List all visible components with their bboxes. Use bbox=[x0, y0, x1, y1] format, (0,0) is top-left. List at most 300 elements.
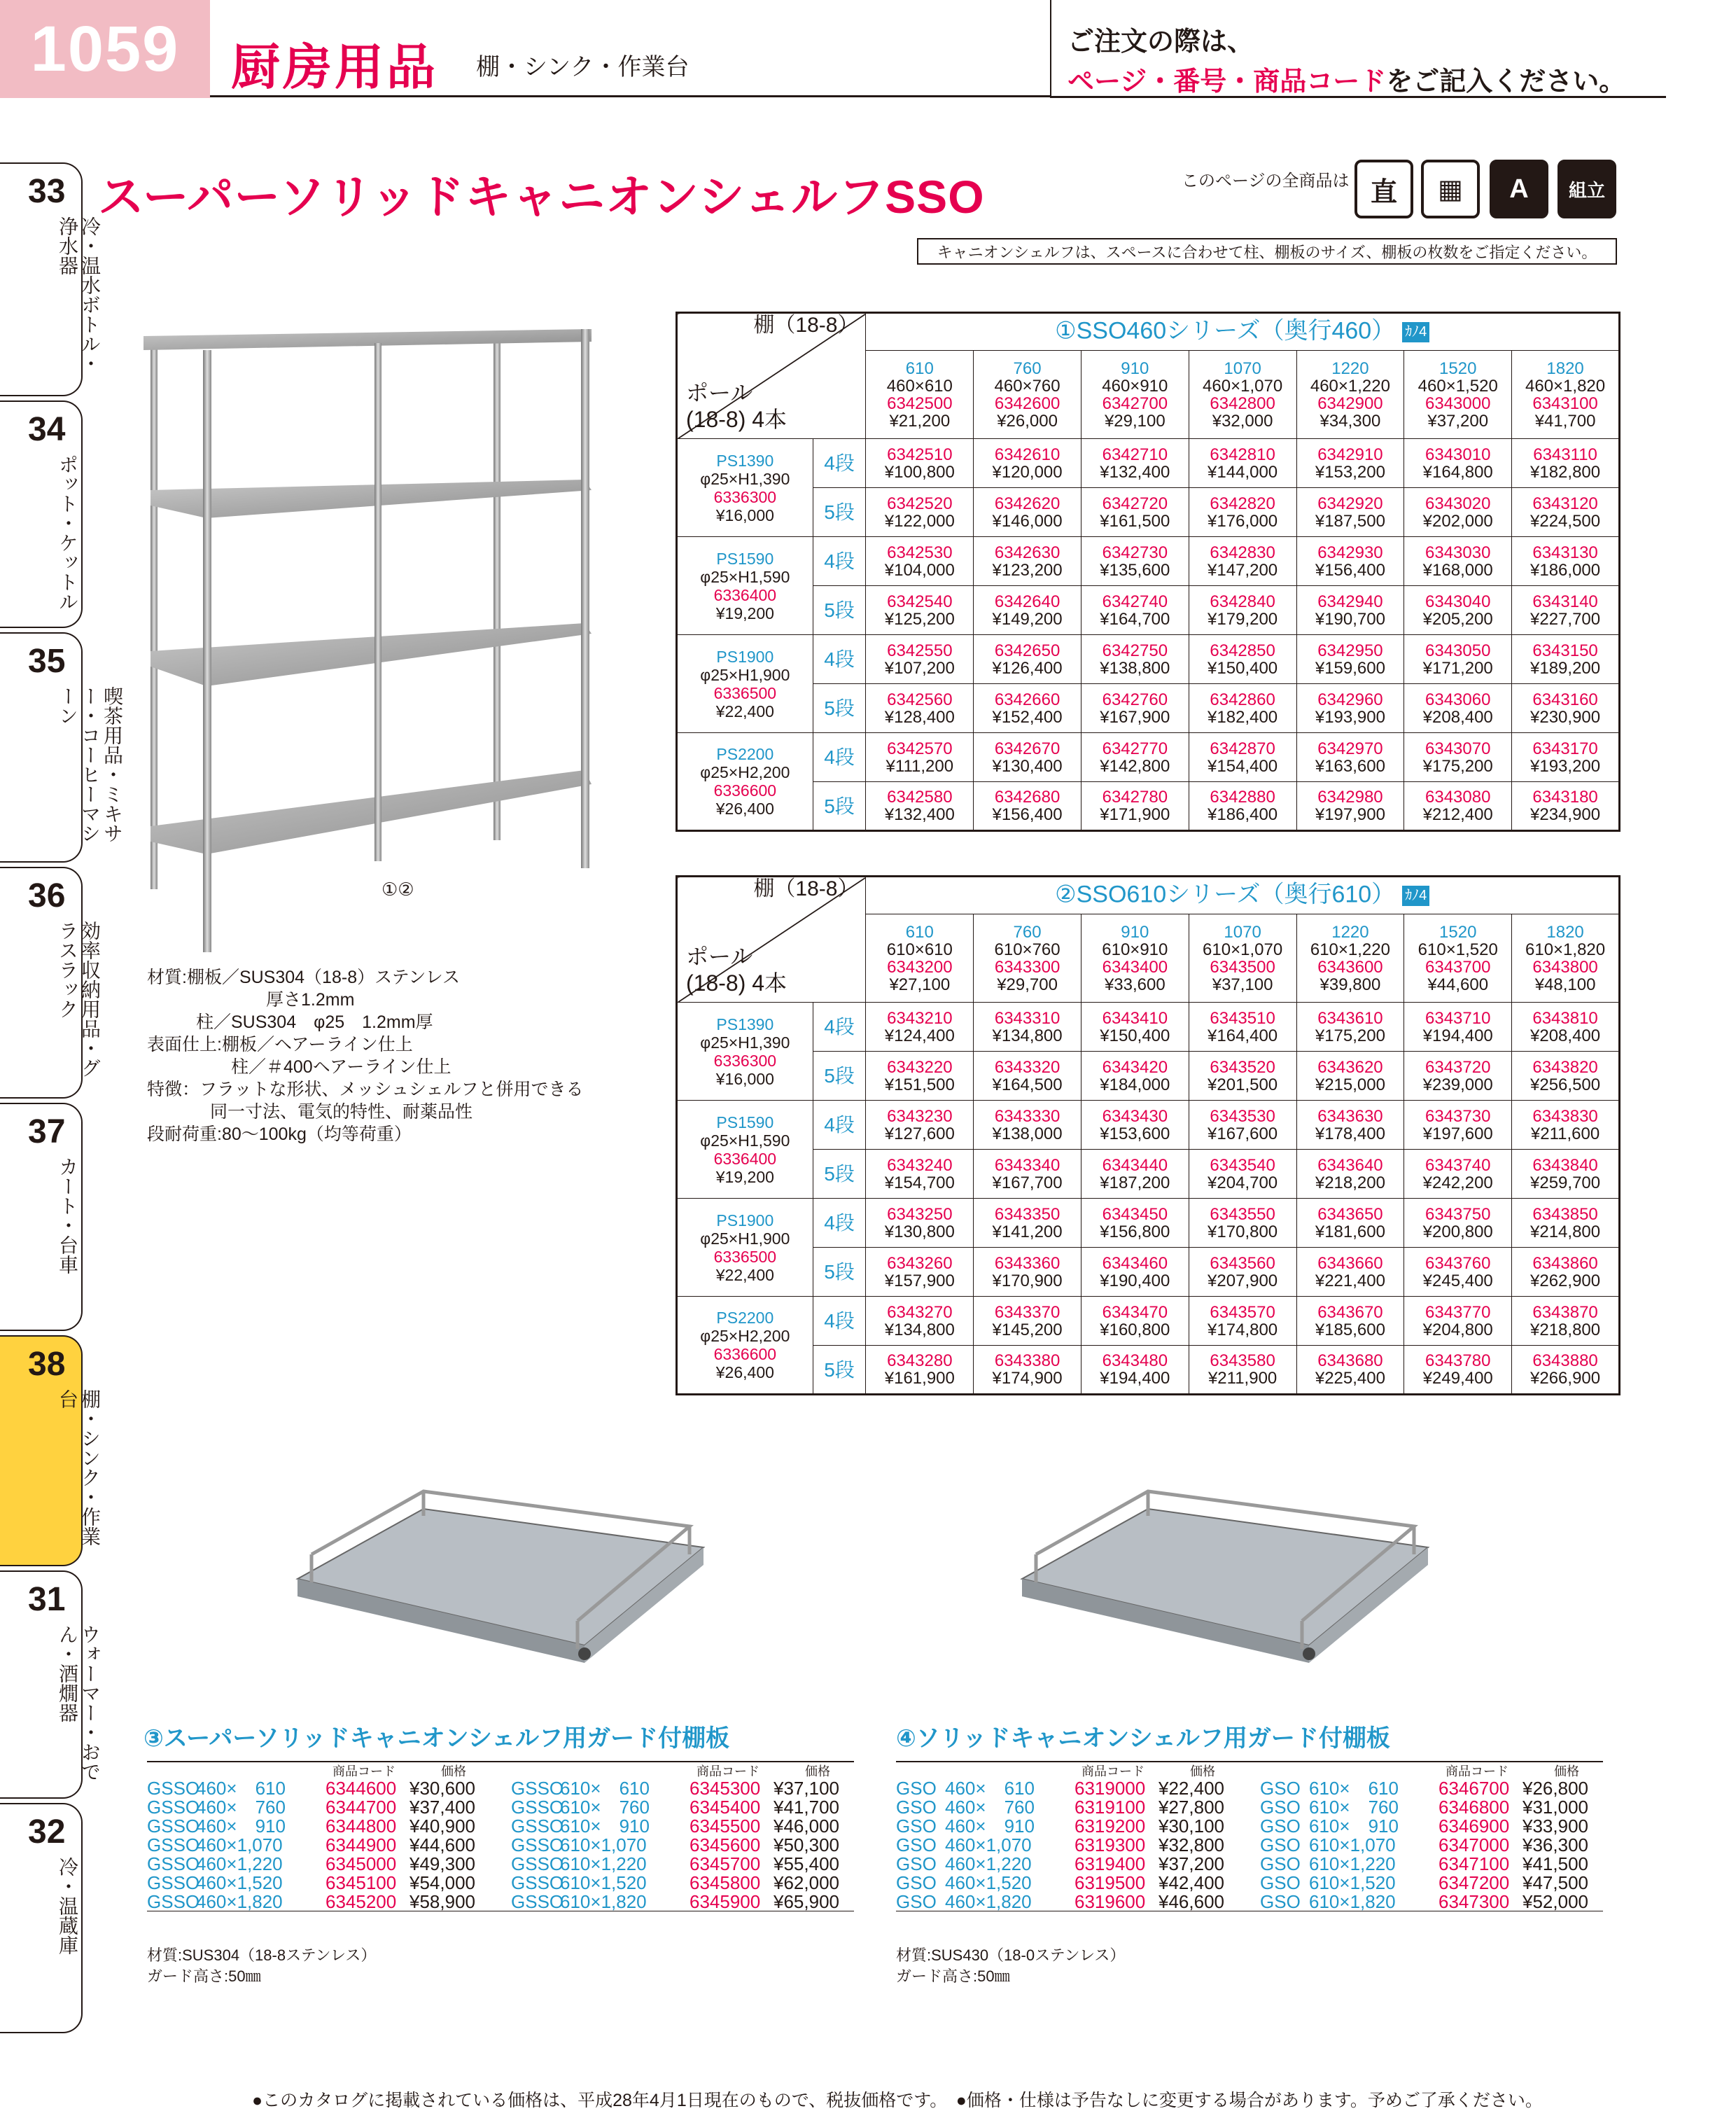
order-notice-highlight: ページ・番号・商品コード bbox=[1068, 67, 1387, 97]
series-title-cell bbox=[866, 877, 1620, 914]
side-tab-label: 棚・シンク・作業台 bbox=[57, 1389, 101, 1546]
shelf-width: 1070 bbox=[1224, 922, 1261, 942]
set-price: ¥266,900 bbox=[1530, 1369, 1601, 1388]
set-item-code: 6343370 bbox=[994, 1302, 1060, 1322]
pole-cell bbox=[677, 1101, 813, 1199]
set-price: ¥245,400 bbox=[1422, 1271, 1493, 1290]
set-price-cell bbox=[1404, 1248, 1512, 1297]
shelf-price: ¥37,200 bbox=[1427, 411, 1489, 431]
model-size: 610×1,070 bbox=[560, 1834, 647, 1855]
set-item-code: 6343520 bbox=[1210, 1057, 1275, 1077]
set-price: ¥150,400 bbox=[1208, 658, 1278, 678]
set-item-code: 6343350 bbox=[994, 1204, 1060, 1224]
set-item-code: 6342820 bbox=[1210, 494, 1275, 513]
code-label: 商品コード bbox=[696, 1764, 760, 1778]
shelf-item-code: 6343700 bbox=[1425, 957, 1491, 977]
set-price-cell bbox=[1296, 537, 1404, 586]
item-code: 6346800 bbox=[1438, 1797, 1510, 1818]
pole-price: ¥26,400 bbox=[715, 800, 774, 818]
side-tab-33[interactable] bbox=[0, 162, 101, 396]
side-tab-32[interactable] bbox=[0, 1803, 83, 2033]
item-price: ¥40,900 bbox=[410, 1816, 475, 1837]
set-item-code: 6343080 bbox=[1425, 788, 1491, 807]
set-price-cell bbox=[1081, 684, 1189, 733]
model-size: 460×1,820 bbox=[196, 1891, 283, 1912]
set-price-cell bbox=[866, 1199, 974, 1248]
set-price-cell bbox=[974, 1052, 1082, 1101]
set-item-code: 6343050 bbox=[1425, 641, 1491, 660]
gso-guard-height: ガード高さ:50㎜ bbox=[896, 1967, 1010, 1985]
model-size: 610× 760 bbox=[1309, 1797, 1399, 1818]
set-price-cell bbox=[1296, 1003, 1404, 1052]
footer-note: ●このカタログに掲載されている価格は、平成28年4月1日現在のもので、税抜価格です。 ●価格・仕様は予告なしに変更する場合があります。予めご了承ください。 bbox=[252, 2091, 1543, 2110]
set-price-cell bbox=[1404, 1052, 1512, 1101]
set-price-cell bbox=[1189, 1101, 1296, 1150]
set-price: ¥230,900 bbox=[1530, 707, 1601, 727]
shelf-price: ¥29,700 bbox=[997, 975, 1058, 994]
model-size: 460×1,520 bbox=[196, 1872, 283, 1893]
step-count: 5段 bbox=[813, 586, 866, 635]
item-code: 6319300 bbox=[1074, 1834, 1146, 1855]
model-series: GSSO bbox=[511, 1872, 564, 1893]
set-price-cell bbox=[1189, 782, 1296, 831]
spec-line: 材質:棚板／SUS304（18-8）ステンレス bbox=[147, 968, 460, 987]
set-item-code: 6342610 bbox=[994, 445, 1060, 464]
shelf-size-cell bbox=[1081, 351, 1189, 439]
set-price: ¥214,800 bbox=[1530, 1222, 1601, 1241]
set-price-cell bbox=[1404, 782, 1512, 831]
side-tab-38[interactable] bbox=[0, 1335, 101, 1566]
pole-cell bbox=[677, 635, 813, 733]
set-price-cell bbox=[1404, 1003, 1512, 1052]
set-price: ¥187,200 bbox=[1100, 1173, 1170, 1192]
set-price: ¥170,800 bbox=[1208, 1222, 1278, 1241]
set-price-cell bbox=[1189, 1346, 1296, 1395]
set-price-cell bbox=[866, 684, 974, 733]
set-price: ¥197,900 bbox=[1315, 805, 1385, 824]
table-corner-header bbox=[677, 877, 866, 1003]
item-code: 6345300 bbox=[690, 1778, 761, 1799]
shelf-width: 1070 bbox=[1224, 358, 1261, 378]
table-row bbox=[677, 684, 1620, 733]
price-label: 価格 bbox=[1190, 1764, 1215, 1778]
set-price: ¥164,700 bbox=[1100, 609, 1170, 629]
set-item-code: 6342680 bbox=[994, 788, 1060, 807]
set-price: ¥175,200 bbox=[1315, 1026, 1385, 1045]
set-price: ¥221,400 bbox=[1315, 1271, 1385, 1290]
item-price: ¥62,000 bbox=[774, 1872, 839, 1893]
pole-label-line1: ポール bbox=[686, 380, 753, 405]
list-header bbox=[896, 1761, 1603, 1779]
step-count: 4段 bbox=[813, 733, 866, 782]
set-price-cell bbox=[1404, 488, 1512, 537]
set-price: ¥138,000 bbox=[992, 1124, 1063, 1143]
set-item-code: 6343160 bbox=[1532, 690, 1598, 709]
model-series: GSO bbox=[896, 1891, 937, 1912]
item-code: 6319500 bbox=[1074, 1872, 1146, 1893]
set-price: ¥168,000 bbox=[1422, 560, 1493, 580]
set-price: ¥190,400 bbox=[1100, 1271, 1170, 1290]
set-price: ¥218,800 bbox=[1530, 1320, 1601, 1339]
set-price-cell bbox=[1296, 1052, 1404, 1101]
shelf-item-code: 6343100 bbox=[1532, 393, 1598, 413]
item-code: 6346900 bbox=[1438, 1816, 1510, 1837]
set-price: ¥171,900 bbox=[1100, 805, 1170, 824]
set-price: ¥100,800 bbox=[884, 462, 955, 482]
shelf-width: 1820 bbox=[1546, 922, 1584, 942]
shelf-dimensions: 610×1,070 bbox=[1203, 940, 1283, 959]
set-price-cell bbox=[974, 439, 1082, 488]
series-title: ②SSO610シリーズ（奥行610） bbox=[1055, 880, 1396, 907]
model-series: GSSO bbox=[147, 1778, 200, 1799]
set-price-cell bbox=[866, 537, 974, 586]
set-price-cell bbox=[974, 488, 1082, 537]
set-price: ¥204,800 bbox=[1422, 1320, 1493, 1339]
set-item-code: 6343610 bbox=[1317, 1008, 1383, 1028]
set-item-code: 6343830 bbox=[1532, 1106, 1598, 1126]
model-size: 460×1,820 bbox=[945, 1891, 1032, 1912]
table-row bbox=[677, 1003, 1620, 1052]
gsso-material-text: 材質:SUS304（18-8ステンレス） bbox=[147, 1946, 377, 1964]
model-series: GSO bbox=[1260, 1891, 1301, 1912]
set-price-cell bbox=[1404, 586, 1512, 635]
item-price: ¥41,500 bbox=[1522, 1853, 1588, 1874]
side-tab-number: 34 bbox=[28, 411, 66, 448]
table-corner-header bbox=[677, 313, 866, 439]
table-row bbox=[677, 1150, 1620, 1199]
set-item-code: 6343460 bbox=[1102, 1253, 1168, 1273]
set-item-code: 6343420 bbox=[1102, 1057, 1168, 1077]
set-price: ¥156,400 bbox=[1315, 560, 1385, 580]
side-tab-36[interactable] bbox=[0, 867, 101, 1099]
set-price: ¥211,900 bbox=[1208, 1369, 1278, 1388]
set-price: ¥144,000 bbox=[1208, 462, 1278, 482]
model-size: 460× 910 bbox=[945, 1816, 1035, 1837]
pole-cell bbox=[677, 733, 813, 831]
set-price: ¥164,800 bbox=[1422, 462, 1493, 482]
model-series: GSO bbox=[1260, 1797, 1301, 1818]
set-price-cell bbox=[1512, 1346, 1620, 1395]
set-item-code: 6342620 bbox=[994, 494, 1060, 513]
model-size: 460×1,070 bbox=[196, 1834, 283, 1855]
model-size: 610×1,520 bbox=[1309, 1872, 1396, 1893]
set-item-code: 6343180 bbox=[1532, 788, 1598, 807]
list-item bbox=[896, 1836, 1603, 1855]
set-item-code: 6343320 bbox=[994, 1057, 1060, 1077]
shelf-price: ¥27,100 bbox=[889, 975, 951, 994]
shelf-width: 760 bbox=[1013, 358, 1042, 378]
item-price: ¥31,000 bbox=[1522, 1797, 1588, 1818]
item-code: 6345200 bbox=[326, 1891, 397, 1912]
model-series: GSO bbox=[1260, 1816, 1301, 1837]
set-item-code: 6343110 bbox=[1533, 445, 1597, 464]
set-price: ¥193,200 bbox=[1530, 756, 1601, 776]
delivery-truck-icon: A bbox=[1490, 160, 1548, 218]
set-price: ¥134,800 bbox=[884, 1320, 955, 1339]
pole-label-line2: (18-8) 4本 bbox=[686, 407, 788, 432]
set-price: ¥186,400 bbox=[1208, 805, 1278, 824]
photo-caption: ①② bbox=[382, 879, 414, 900]
page-title: スーパーソリッドキャニオンシェルフSSO bbox=[98, 171, 985, 223]
table-row bbox=[677, 1101, 1620, 1150]
set-item-code: 6343540 bbox=[1210, 1155, 1275, 1175]
set-item-code: 6342670 bbox=[994, 739, 1060, 758]
set-price: ¥123,200 bbox=[992, 560, 1063, 580]
set-price-cell bbox=[1512, 1248, 1620, 1297]
set-price: ¥262,900 bbox=[1530, 1271, 1601, 1290]
shelf-size-cell bbox=[1296, 351, 1404, 439]
spec-line: 厚さ1.2mm bbox=[266, 990, 355, 1010]
order-notice-line1: ご注文の際は、 bbox=[1068, 27, 1254, 57]
set-price: ¥111,200 bbox=[886, 756, 954, 776]
pole-code: PS1590 bbox=[716, 549, 774, 568]
set-item-code: 6343620 bbox=[1317, 1057, 1383, 1077]
side-tab-35[interactable] bbox=[0, 632, 123, 863]
shelf-price: ¥29,100 bbox=[1104, 411, 1166, 431]
set-item-code: 6343260 bbox=[887, 1253, 953, 1273]
shelf-width: 1520 bbox=[1439, 922, 1477, 942]
model-size: 460× 760 bbox=[196, 1797, 286, 1818]
shelf-width: 610 bbox=[905, 358, 934, 378]
model-size: 610× 910 bbox=[1309, 1816, 1399, 1837]
item-code: 6345600 bbox=[690, 1834, 761, 1855]
set-item-code: 6343820 bbox=[1532, 1057, 1598, 1077]
set-price-cell bbox=[1081, 439, 1189, 488]
side-tab-label: 冷・温蔵庫 bbox=[57, 1857, 78, 1955]
shelf-price: ¥41,700 bbox=[1534, 411, 1596, 431]
set-price: ¥187,500 bbox=[1315, 511, 1385, 531]
set-price-cell bbox=[1512, 1297, 1620, 1346]
shelf-dimensions: 610×910 bbox=[1102, 940, 1168, 959]
table-row bbox=[677, 782, 1620, 831]
pole-code: PS1900 bbox=[716, 1211, 774, 1229]
set-price: ¥122,000 bbox=[884, 511, 955, 531]
pole-code: PS1390 bbox=[716, 1015, 774, 1033]
set-item-code: 6343360 bbox=[994, 1253, 1060, 1273]
pole-code: PS1900 bbox=[716, 647, 774, 666]
set-price: ¥175,200 bbox=[1422, 756, 1493, 776]
set-item-code: 6343040 bbox=[1425, 592, 1491, 611]
spec-line: 特徴：フラットな形状、メッシュシェルフと併用できる bbox=[147, 1080, 584, 1099]
pole-price: ¥22,400 bbox=[715, 702, 774, 720]
set-price-cell bbox=[1189, 586, 1296, 635]
side-tab-number: 32 bbox=[28, 1813, 66, 1851]
set-price: ¥126,400 bbox=[992, 658, 1063, 678]
step-count: 5段 bbox=[813, 782, 866, 831]
shelf-size-cell bbox=[1404, 914, 1512, 1003]
step-count: 4段 bbox=[813, 537, 866, 586]
page-number: 1059 bbox=[0, 0, 210, 98]
model-size: 610×1,070 bbox=[1309, 1834, 1396, 1855]
shelf-price: ¥33,600 bbox=[1104, 975, 1166, 994]
set-item-code: 6343650 bbox=[1317, 1204, 1383, 1224]
set-item-code: 6342810 bbox=[1210, 445, 1275, 464]
model-series: GSSO bbox=[147, 1834, 200, 1855]
set-price-cell bbox=[1081, 1101, 1189, 1150]
pole-item-code: 6336500 bbox=[713, 1247, 777, 1266]
pole-label bbox=[686, 943, 787, 996]
set-price-cell bbox=[1512, 537, 1620, 586]
side-tab-37[interactable] bbox=[0, 1103, 83, 1331]
shelf-dimensions: 610×610 bbox=[886, 940, 953, 959]
set-price: ¥161,500 bbox=[1100, 511, 1170, 531]
set-price: ¥185,600 bbox=[1315, 1320, 1385, 1339]
set-item-code: 6342560 bbox=[887, 690, 953, 709]
set-price: ¥242,200 bbox=[1422, 1173, 1493, 1192]
set-price-cell bbox=[1512, 1101, 1620, 1150]
set-price-cell bbox=[1404, 1101, 1512, 1150]
set-item-code: 6343330 bbox=[994, 1106, 1060, 1126]
set-price: ¥127,600 bbox=[884, 1124, 955, 1143]
set-price-cell bbox=[1404, 1346, 1512, 1395]
side-tab-31[interactable] bbox=[0, 1570, 101, 1799]
list-item bbox=[896, 1798, 1603, 1817]
pole-label-line2: (18-8) 4本 bbox=[686, 970, 788, 996]
set-price-cell bbox=[1296, 586, 1404, 635]
set-price-cell bbox=[1189, 1248, 1296, 1297]
gsso-price-list bbox=[147, 1761, 854, 1911]
set-price-cell bbox=[1081, 733, 1189, 782]
item-price: ¥26,800 bbox=[1522, 1778, 1588, 1799]
set-item-code: 6342710 bbox=[1102, 445, 1168, 464]
set-price-cell bbox=[1189, 635, 1296, 684]
price-label: 価格 bbox=[441, 1764, 466, 1778]
set-price: ¥153,600 bbox=[1100, 1124, 1170, 1143]
list-item bbox=[896, 1874, 1603, 1893]
set-price-cell bbox=[1404, 1297, 1512, 1346]
set-price-cell bbox=[1404, 1150, 1512, 1199]
set-price-cell bbox=[866, 1150, 974, 1199]
pole-item-code: 6336400 bbox=[713, 1149, 777, 1168]
model-size: 610× 610 bbox=[560, 1778, 650, 1799]
set-item-code: 6342780 bbox=[1102, 788, 1168, 807]
set-price-cell bbox=[1512, 439, 1620, 488]
set-price-cell bbox=[866, 439, 974, 488]
list-item bbox=[147, 1874, 854, 1893]
pole-cell bbox=[677, 439, 813, 537]
set-item-code: 6343130 bbox=[1532, 543, 1598, 562]
pole-price: ¥16,000 bbox=[715, 506, 774, 524]
side-tab-label: カート・台車 bbox=[57, 1157, 78, 1274]
series-title: ①SSO460シリーズ（奥行460） bbox=[1055, 316, 1396, 344]
shelf-price: ¥48,100 bbox=[1534, 975, 1596, 994]
set-price: ¥178,400 bbox=[1315, 1124, 1385, 1143]
set-price: ¥152,400 bbox=[992, 707, 1063, 727]
set-price: ¥161,900 bbox=[884, 1369, 955, 1388]
set-price: ¥211,600 bbox=[1530, 1124, 1600, 1143]
set-price: ¥146,000 bbox=[992, 511, 1063, 531]
set-item-code: 6342660 bbox=[994, 690, 1060, 709]
set-price-cell bbox=[1512, 1003, 1620, 1052]
shelf-dimensions: 460×610 bbox=[886, 376, 953, 396]
model-series: GSSO bbox=[147, 1797, 200, 1818]
set-item-code: 6343430 bbox=[1102, 1106, 1168, 1126]
side-tab-number: 37 bbox=[28, 1113, 66, 1150]
shelf-price: ¥26,000 bbox=[997, 411, 1058, 431]
item-price: ¥22,400 bbox=[1158, 1778, 1224, 1799]
item-price: ¥54,000 bbox=[410, 1872, 475, 1893]
set-price: ¥128,400 bbox=[884, 707, 955, 727]
set-item-code: 6342630 bbox=[994, 543, 1060, 562]
model-size: 460×1,520 bbox=[945, 1872, 1032, 1893]
set-price: ¥171,200 bbox=[1422, 658, 1493, 678]
set-price-cell bbox=[1512, 1052, 1620, 1101]
set-item-code: 6343780 bbox=[1425, 1351, 1491, 1370]
pole-dim: φ25×H1,390 bbox=[700, 1033, 790, 1052]
shelf-price: ¥39,800 bbox=[1320, 975, 1381, 994]
header-rule bbox=[210, 95, 1050, 97]
set-price: ¥120,000 bbox=[992, 462, 1063, 482]
shelf-label: 棚（18-8） bbox=[753, 877, 859, 900]
set-item-code: 6343880 bbox=[1532, 1351, 1598, 1370]
model-series: GSSO bbox=[147, 1816, 200, 1837]
set-price-cell bbox=[1296, 488, 1404, 537]
set-price-cell bbox=[866, 586, 974, 635]
item-code: 6347200 bbox=[1438, 1872, 1510, 1893]
shelf-item-code: 6343200 bbox=[887, 957, 953, 977]
shelf-dimensions: 610×760 bbox=[994, 940, 1060, 959]
table-row bbox=[677, 1199, 1620, 1248]
set-price-cell bbox=[866, 1052, 974, 1101]
model-size: 460× 910 bbox=[196, 1816, 286, 1837]
set-price-cell bbox=[1081, 1346, 1189, 1395]
item-code: 6347000 bbox=[1438, 1834, 1510, 1855]
set-price: ¥132,400 bbox=[1100, 462, 1170, 482]
item-price: ¥37,400 bbox=[410, 1797, 475, 1818]
set-item-code: 6342850 bbox=[1210, 641, 1275, 660]
set-price: ¥174,800 bbox=[1208, 1320, 1278, 1339]
series-title-cell bbox=[866, 313, 1620, 351]
shelf-dimensions: 460×910 bbox=[1102, 376, 1168, 396]
spec-line: 柱／＃400ヘアーライン仕上 bbox=[231, 1057, 451, 1077]
table-row bbox=[677, 1346, 1620, 1395]
set-price: ¥181,600 bbox=[1315, 1222, 1385, 1241]
step-count: 4段 bbox=[813, 1199, 866, 1248]
set-item-code: 6342980 bbox=[1317, 788, 1383, 807]
pole-label bbox=[686, 379, 787, 433]
set-price-cell bbox=[1189, 439, 1296, 488]
set-price-cell bbox=[1081, 586, 1189, 635]
set-item-code: 6343280 bbox=[887, 1351, 953, 1370]
set-price-cell bbox=[1081, 1199, 1189, 1248]
set-price: ¥142,800 bbox=[1100, 756, 1170, 776]
set-price-cell bbox=[1404, 635, 1512, 684]
step-count: 5段 bbox=[813, 1150, 866, 1199]
set-price: ¥174,900 bbox=[992, 1369, 1063, 1388]
set-price-cell bbox=[866, 782, 974, 831]
set-price-cell bbox=[974, 1199, 1082, 1248]
set-price: ¥153,200 bbox=[1315, 462, 1385, 482]
catalog-icon: ▦ bbox=[1421, 160, 1480, 218]
code-label: 商品コード bbox=[1446, 1764, 1508, 1778]
model-series: GSSO bbox=[511, 1834, 564, 1855]
set-item-code: 6343170 bbox=[1532, 739, 1598, 758]
side-tab-34[interactable] bbox=[0, 400, 83, 628]
set-price: ¥239,000 bbox=[1422, 1075, 1493, 1094]
set-price: ¥182,800 bbox=[1530, 462, 1601, 482]
model-size: 610× 760 bbox=[560, 1797, 650, 1818]
shelf-item-code: 6343500 bbox=[1210, 957, 1275, 977]
set-item-code: 6343450 bbox=[1102, 1204, 1168, 1224]
set-price: ¥194,400 bbox=[1100, 1369, 1170, 1388]
item-price: ¥46,600 bbox=[1158, 1891, 1224, 1912]
list-item bbox=[147, 1855, 854, 1874]
set-price: ¥200,800 bbox=[1422, 1222, 1493, 1241]
pole-dim: φ25×H2,200 bbox=[700, 763, 790, 781]
set-price-cell bbox=[1189, 1199, 1296, 1248]
set-price: ¥130,400 bbox=[992, 756, 1063, 776]
set-price-cell bbox=[1081, 537, 1189, 586]
